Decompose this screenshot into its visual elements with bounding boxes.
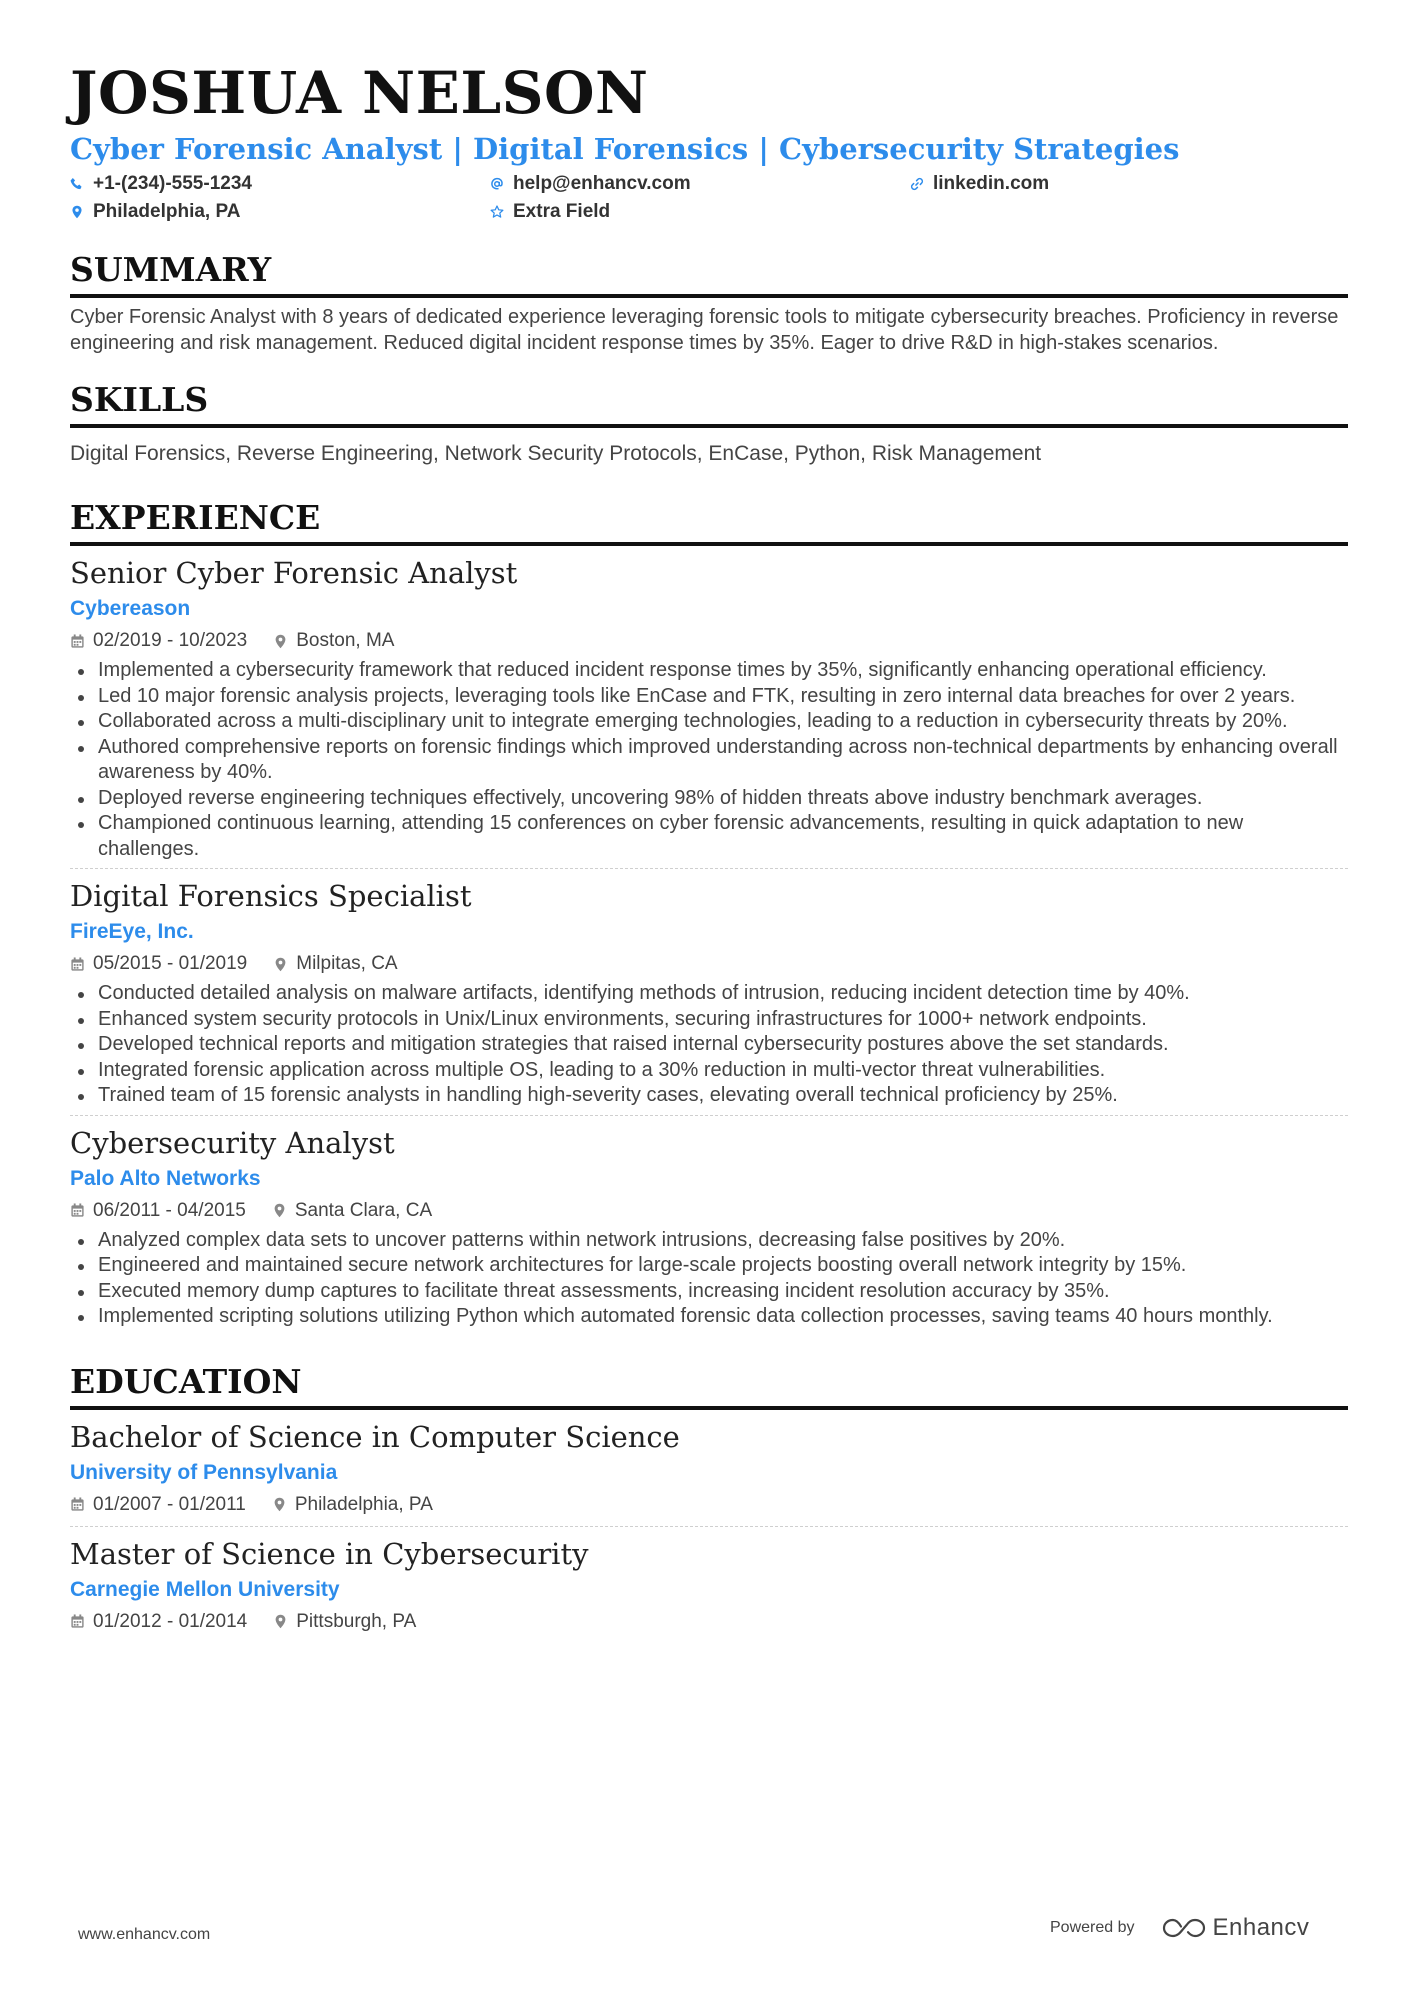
enhancv-logo-icon bbox=[1161, 1916, 1207, 1940]
headline: Cyber Forensic Analyst | Digital Forensics | Cybersecurity Strategies bbox=[70, 132, 1180, 166]
job-location-text: Santa Clara, CA bbox=[294, 1199, 433, 1221]
job-location bbox=[273, 626, 394, 656]
location-text: Philadelphia, PA bbox=[93, 201, 241, 222]
bullet-item: Trained team of 15 forensic analysts in handling high-severity cases, elevating overall technical proficiency by 25%. bbox=[70, 1083, 1348, 1109]
enhancv-logo[interactable] bbox=[1161, 1914, 1310, 1942]
degree-title: Bachelor of Science in Computer Science bbox=[70, 1419, 680, 1454]
skills-text: Digital Forensics, Reverse Engineering, Network Security Protocols, EnCase, Python, Risk Management bbox=[70, 442, 1042, 465]
bullet-item: Authored comprehensive reports on forensic findings which improved understanding across non-technical departments by enhancing overall awareness by 40%. bbox=[70, 735, 1348, 786]
summary-title: SUMMARY bbox=[70, 248, 1348, 298]
education-meta bbox=[70, 1607, 1348, 1637]
school-name: University of Pennsylvania bbox=[70, 1460, 338, 1484]
job-dates: 05/2015 - 01/2019 bbox=[93, 953, 248, 974]
bullet-item: Developed technical reports and mitigation strategies that raised internal cybersecurity postures above the set standards. bbox=[70, 1032, 1348, 1058]
company-name: Cybereason bbox=[70, 597, 191, 620]
bullet-item: Analyzed complex data sets to uncover patterns within network intrusions, decreasing false positives by 20%. bbox=[70, 1228, 1348, 1254]
contact-extra bbox=[490, 198, 910, 226]
education-meta bbox=[70, 1490, 1348, 1520]
enhancv-logo-text: Enhancv bbox=[1212, 1914, 1310, 1941]
job-dates: 02/2019 - 10/2023 bbox=[93, 630, 248, 651]
contact-phone[interactable] bbox=[70, 170, 490, 198]
email-text: help@enhancv.com bbox=[513, 173, 691, 194]
location-pin-icon bbox=[273, 1614, 288, 1629]
at-icon bbox=[490, 177, 504, 191]
location-pin-icon bbox=[273, 957, 288, 972]
education-dates: 01/2007 - 01/2011 bbox=[93, 1493, 246, 1515]
job-title: Senior Cyber Forensic Analyst bbox=[70, 556, 518, 590]
experience-section bbox=[70, 496, 1348, 1336]
footer-website[interactable]: www.enhancv.com bbox=[78, 1926, 211, 1943]
bullet-item: Enhanced system security protocols in Unix/Linux environments, securing infrastructures for 1000+ network endpoints. bbox=[70, 1007, 1348, 1033]
contact-email[interactable] bbox=[490, 170, 910, 198]
job-location-text: Milpitas, CA bbox=[296, 953, 398, 974]
company-name: Palo Alto Networks bbox=[70, 1166, 261, 1190]
job-bullets bbox=[70, 658, 1348, 862]
job-entry bbox=[70, 1116, 1348, 1336]
link-icon bbox=[910, 177, 924, 191]
location-pin-icon bbox=[70, 205, 84, 219]
education-location bbox=[272, 1490, 433, 1520]
contact-linkedin[interactable] bbox=[910, 170, 1330, 198]
bullet-item: Conducted detailed analysis on malware artifacts, identifying methods of intrusion, reducing incident detection time by 40%. bbox=[70, 981, 1348, 1007]
resume-page bbox=[70, 56, 1348, 1643]
candidate-name: JOSHUA NELSON bbox=[70, 59, 649, 127]
experience-title: EXPERIENCE bbox=[70, 496, 1348, 546]
education-location bbox=[273, 1607, 416, 1637]
extra-field-text: Extra Field bbox=[513, 201, 611, 222]
linkedin-text: linkedin.com bbox=[933, 173, 1050, 194]
education-location-text: Pittsburgh, PA bbox=[296, 1610, 417, 1632]
location-pin-icon bbox=[272, 1497, 287, 1512]
education-entry bbox=[70, 1410, 1348, 1527]
company-name: FireEye, Inc. bbox=[70, 920, 194, 943]
job-bullets bbox=[70, 981, 1348, 1109]
bullet-item: Implemented a cybersecurity framework that reduced incident response times by 35%, significantly enhancing operational efficiency. bbox=[70, 658, 1348, 684]
job-dates: 06/2011 - 04/2015 bbox=[93, 1199, 246, 1221]
job-title: Digital Forensics Specialist bbox=[70, 879, 472, 913]
education-dates: 01/2012 - 01/2014 bbox=[93, 1610, 248, 1632]
degree-title: Master of Science in Cybersecurity bbox=[70, 1536, 589, 1571]
star-icon bbox=[490, 205, 504, 219]
bullet-item: Integrated forensic application across multiple OS, leading to a 30% reduction in multi-vector threat vulnerabilities. bbox=[70, 1058, 1348, 1084]
job-location bbox=[273, 949, 397, 979]
job-meta bbox=[70, 626, 1348, 656]
skills-title: SKILLS bbox=[70, 378, 1348, 428]
job-title: Cybersecurity Analyst bbox=[70, 1125, 395, 1160]
bullet-item: Collaborated across a multi-disciplinary unit to integrate emerging technologies, leading to a reduction in cybersecurity threats by 20%. bbox=[70, 709, 1348, 735]
job-location bbox=[272, 1196, 432, 1226]
job-meta bbox=[70, 949, 1348, 979]
school-name: Carnegie Mellon University bbox=[70, 1577, 340, 1601]
bullet-item: Engineered and maintained secure network architectures for large-scale projects boosting overall network integrity by 15%. bbox=[70, 1253, 1348, 1279]
powered-by-text: Powered by bbox=[1050, 1919, 1135, 1936]
education-location-text: Philadelphia, PA bbox=[294, 1493, 433, 1515]
education-section bbox=[70, 1360, 1348, 1643]
phone-icon bbox=[70, 177, 84, 191]
calendar-icon bbox=[70, 1497, 85, 1512]
job-meta bbox=[70, 1196, 1348, 1226]
calendar-icon bbox=[70, 1614, 85, 1629]
skills-section bbox=[70, 378, 1348, 468]
calendar-icon bbox=[70, 957, 85, 972]
phone-text: +1-(234)-555-1234 bbox=[93, 173, 252, 194]
bullet-item: Executed memory dump captures to facilitate threat assessments, increasing incident resolution accuracy by 35%. bbox=[70, 1279, 1348, 1305]
calendar-icon bbox=[70, 1203, 85, 1218]
bullet-item: Deployed reverse engineering techniques effectively, uncovering 98% of hidden threats above industry benchmark averages. bbox=[70, 786, 1348, 812]
job-entry bbox=[70, 869, 1348, 1116]
job-bullets bbox=[70, 1228, 1348, 1330]
location-pin-icon bbox=[272, 1203, 287, 1218]
job-entry bbox=[70, 546, 1348, 869]
bullet-item: Led 10 major forensic analysis projects, leveraging tools like EnCase and FTK, resulting in zero internal data breaches for over 2 years. bbox=[70, 684, 1348, 710]
calendar-icon bbox=[70, 634, 85, 649]
contact-location bbox=[70, 198, 490, 226]
footer-branding bbox=[1050, 1914, 1309, 1942]
summary-section bbox=[70, 248, 1348, 356]
job-location-text: Boston, MA bbox=[296, 630, 395, 651]
bullet-item: Implemented scripting solutions utilizing Python which automated forensic data collection processes, saving teams 40 hours monthly. bbox=[70, 1304, 1348, 1330]
education-title: EDUCATION bbox=[70, 1360, 1348, 1410]
contact-info bbox=[70, 170, 1348, 226]
location-pin-icon bbox=[273, 634, 288, 649]
summary-text: Cyber Forensic Analyst with 8 years of dedicated experience leveraging forensic tools to mitigate cybersecurity breaches. Proficiency in reverse engineering and risk management. Reduced digital incident response times by 35%. Eager to drive R&D in high-stakes scenarios. bbox=[70, 306, 1339, 354]
education-entry bbox=[70, 1527, 1348, 1643]
bullet-item: Championed continuous learning, attending 15 conferences on cyber forensic advancements, resulting in quick adaptation to new challenges. bbox=[70, 811, 1348, 862]
